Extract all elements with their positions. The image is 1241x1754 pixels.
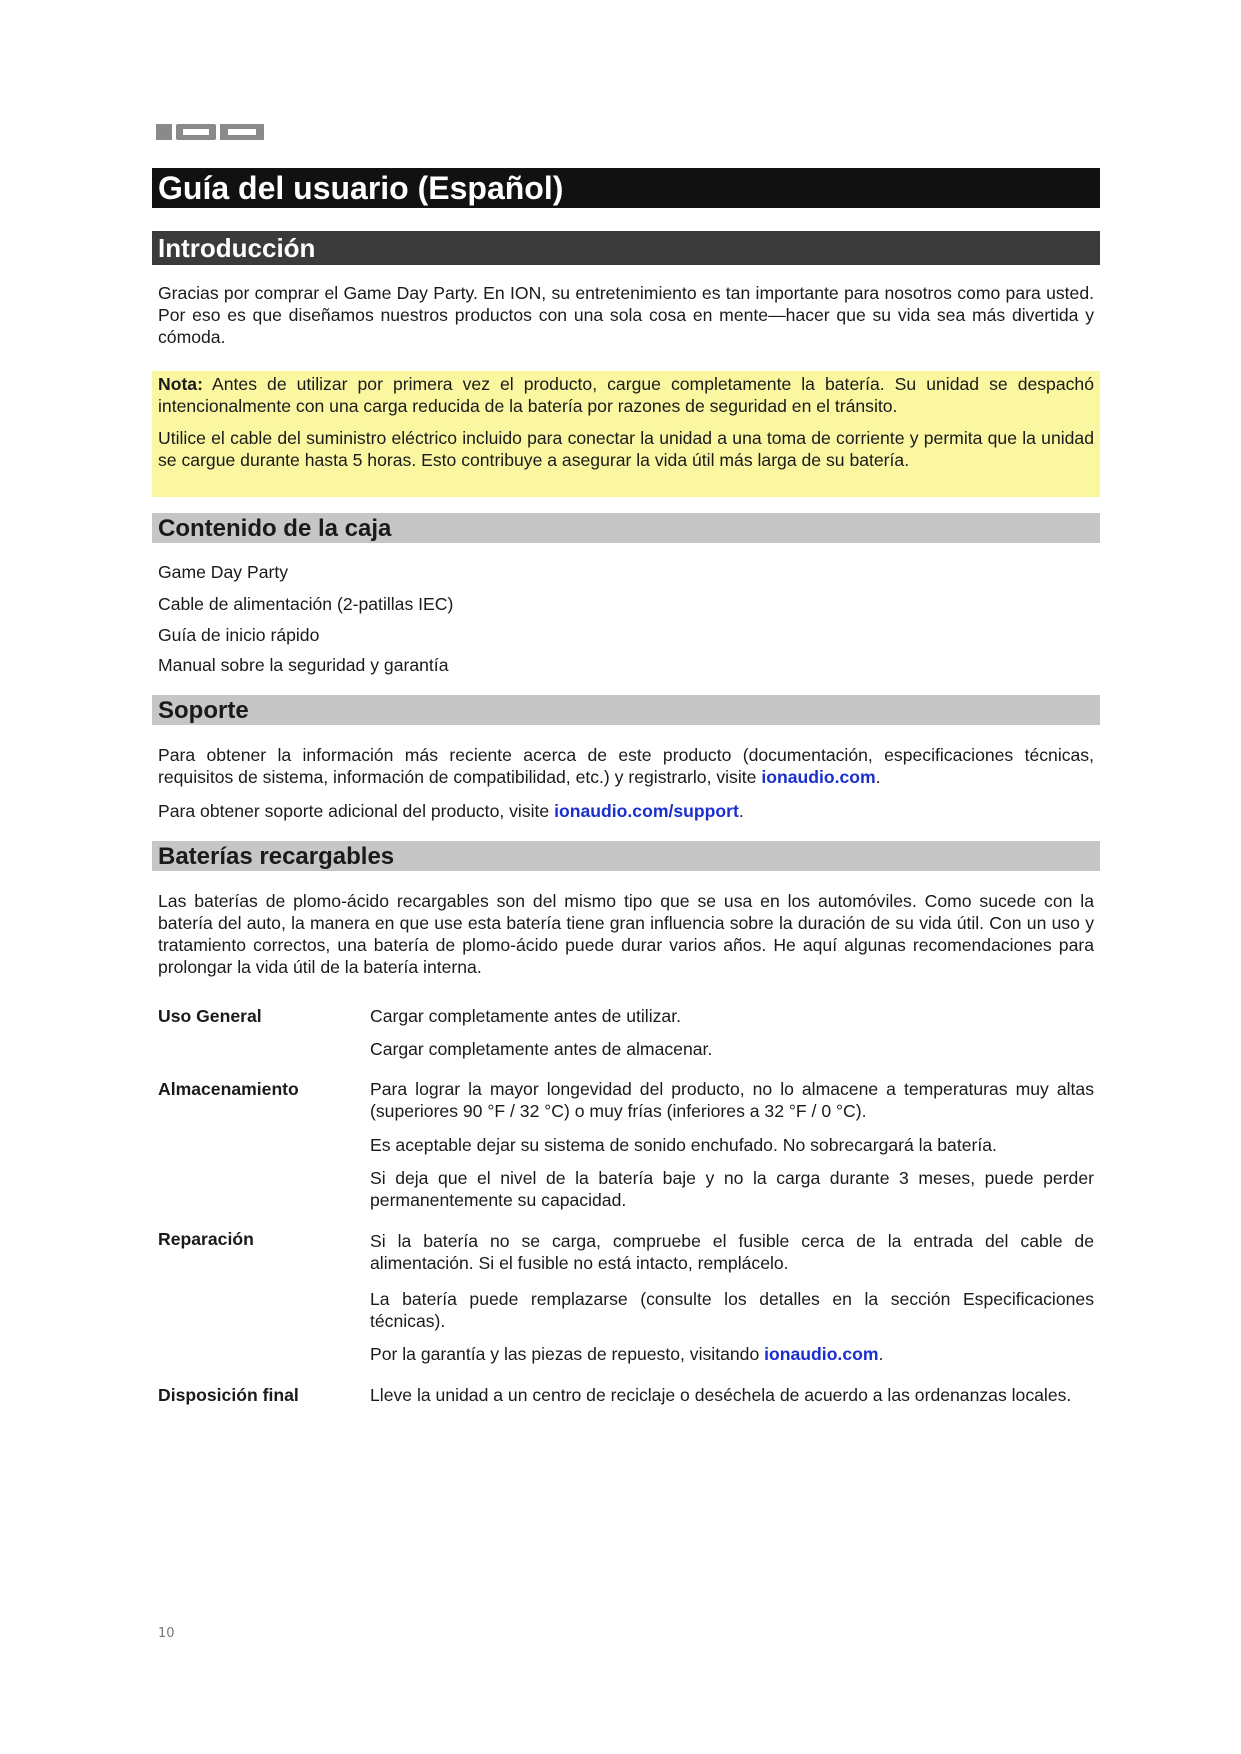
note-label: Nota:: [158, 374, 203, 394]
ionaudio-link[interactable]: ionaudio.com: [761, 767, 876, 787]
general-use-label: Uso General: [158, 1006, 262, 1026]
box-item: Game Day Party: [158, 562, 289, 582]
section-heading-box-contents: Contenido de la caja: [152, 513, 1100, 543]
storage-item: Para lograr la mayor longevidad del producto, no lo almacene a temperaturas muy altas (superiores 90 °F / 32 °C) o muy frías (inferiores a 32 °F / 0 °C).: [370, 1079, 1094, 1121]
repair-text-end: .: [878, 1344, 884, 1364]
box-item: Guía de inicio rápido: [158, 625, 320, 645]
general-use-item: Cargar completamente antes de almacenar.: [370, 1039, 713, 1059]
page-number: 10: [158, 1626, 175, 1641]
repair-item: Si la batería no se carga, compruebe el fusible cerca de la entrada del cable de alimentación. Si el fusible no está intacto, remplácelo.: [370, 1231, 1094, 1273]
general-use-item: Cargar completamente antes de utilizar.: [370, 1006, 681, 1026]
storage-item: Si deja que el nivel de la batería baje y no la carga durante 3 meses, puede perder permanentemente su capacidad.: [370, 1168, 1094, 1210]
support-text-end: .: [875, 767, 881, 787]
page-title: Guía del usuario (Español): [152, 168, 1100, 208]
note-paragraph: [158, 373, 1094, 417]
section-heading-intro: Introducción: [152, 231, 1100, 265]
support-text-2-end: .: [738, 801, 744, 821]
intro-paragraph: Gracias por comprar el Game Day Party. En ION, su entretenimiento es tan importante para nosotros como para usted. Por eso es que diseñamos nuestros productos con una sola cosa en mente—hacer que su vida sea más divertida y cómoda.: [158, 283, 1094, 347]
support-text: Para obtener la información más reciente acerca de este producto (documentación, especificaciones técnicas, requisitos de sistema, información de compatibilidad, etc.) y registrarlo, visite: [158, 745, 1094, 787]
repair-item: La batería puede remplazarse (consulte los detalles en la sección Especificaciones técnicas).: [370, 1289, 1094, 1331]
disposal-label: Disposición final: [158, 1385, 299, 1405]
storage-item: Es aceptable dejar su sistema de sonido enchufado. No sobrecargará la batería.: [370, 1135, 997, 1155]
batteries-paragraph: Las baterías de plomo-ácido recargables son del mismo tipo que se usa en los automóviles. Como sucede con la batería del auto, la manera en que use esta batería tiene gran influencia sobre la duración de su vida útil. Con un uso y tratamiento correctos, una batería de plomo-ácido puede durar varios años. He aquí algunas recomendaciones para prolongar la vida útil de la batería interna.: [158, 891, 1094, 977]
logo-text: ION: [156, 121, 158, 122]
section-heading-support: Soporte: [152, 695, 1100, 725]
ion-logo: [156, 121, 266, 143]
box-item: Cable de alimentación (2-patillas IEC): [158, 594, 454, 614]
disposal-item: Lleve la unidad a un centro de reciclaje o deséchela de acuerdo a las ordenanzas locales.: [370, 1385, 1072, 1405]
repair-label: Reparación: [158, 1229, 254, 1249]
note-paragraph-2: Utilice el cable del suministro eléctrico incluido para conectar la unidad a una toma de corriente y permita que la unidad se cargue durante hasta 5 horas. Esto contribuye a asegurar la vida útil más larga de su batería.: [158, 428, 1094, 470]
section-heading-batteries: Baterías recargables: [152, 841, 1100, 871]
note-text: Antes de utilizar por primera vez el producto, cargue completamente la batería. Su unidad se despachó intencionalmente con una carga reducida de la batería por razones de seguridad en el tránsito.: [158, 374, 1094, 416]
box-item: Manual sobre la seguridad y garantía: [158, 655, 449, 675]
support-paragraph-2: [158, 800, 1094, 822]
repair-item: [370, 1343, 1094, 1365]
storage-label: Almacenamiento: [158, 1079, 299, 1099]
ionaudio-support-link[interactable]: ionaudio.com/support: [554, 801, 739, 821]
support-paragraph: [158, 744, 1094, 788]
repair-text: Por la garantía y las piezas de repuesto, visitando: [370, 1344, 765, 1364]
ionaudio-warranty-link[interactable]: ionaudio.com: [764, 1344, 879, 1364]
support-text-2: Para obtener soporte adicional del producto, visite: [158, 801, 555, 821]
